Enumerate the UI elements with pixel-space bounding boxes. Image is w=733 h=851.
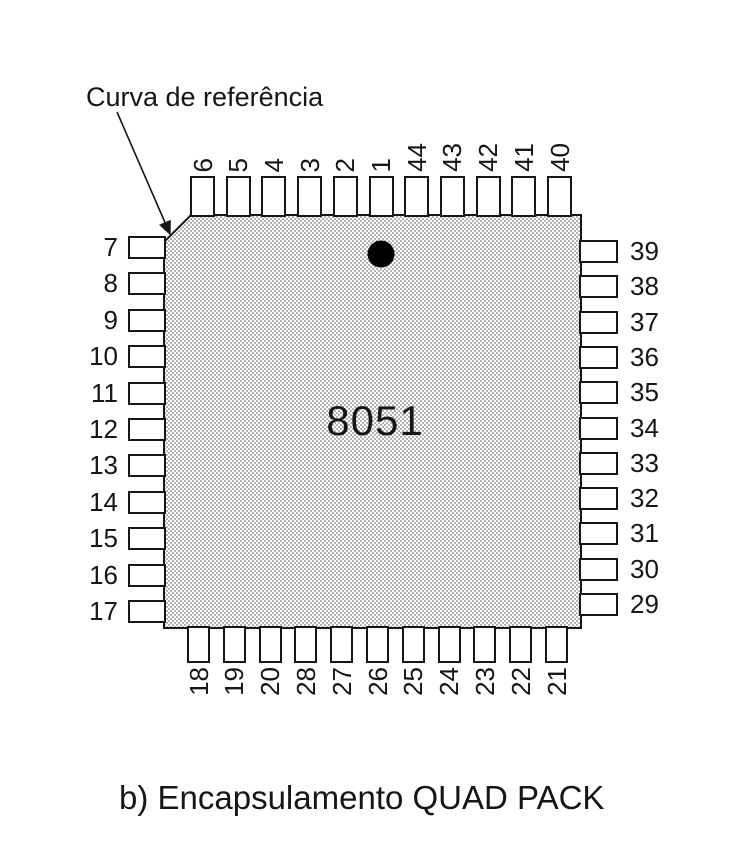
pin-label-right-37: 37	[630, 306, 659, 337]
pin1-indicator-dot	[368, 241, 395, 268]
pin-top-4	[261, 176, 286, 217]
pin-left-9	[128, 309, 166, 332]
pin-label-right-34: 34	[630, 412, 659, 443]
pin-top-44	[404, 176, 429, 217]
figure-caption: b) Encapsulamento QUAD PACK	[119, 779, 605, 816]
pin-left-10	[128, 345, 166, 368]
pin-left-13	[128, 454, 166, 477]
pin-label-right-38: 38	[630, 271, 659, 302]
pin-right-39	[579, 240, 618, 263]
pin-bottom-23	[473, 626, 496, 663]
pin-label-right-36: 36	[630, 341, 659, 372]
pin-label-left-17: 17	[89, 596, 118, 626]
pin-label-right-29: 29	[630, 589, 659, 619]
pin-label-right-39: 39	[630, 236, 659, 266]
pin-label-bottom-21: 21	[541, 667, 572, 696]
pin-bottom-27	[330, 626, 353, 663]
pin-label-left-12: 12	[89, 414, 118, 444]
pin-label-bottom-18: 18	[183, 667, 214, 696]
pin-label-right-33: 33	[630, 447, 659, 478]
pin-bottom-20	[259, 626, 282, 663]
pin-label-right-31: 31	[630, 518, 659, 549]
pin-label-bottom-24: 24	[434, 667, 465, 696]
pin-label-left-8: 8	[103, 268, 118, 299]
pin-label-bottom-22: 22	[505, 667, 536, 696]
pin-top-3	[297, 176, 322, 217]
pin-label-left-9: 9	[103, 304, 118, 335]
pin-bottom-21	[545, 626, 568, 663]
pin-left-7	[128, 236, 166, 259]
pin-label-top-40: 40	[544, 143, 575, 172]
pin-label-top-3: 3	[294, 157, 325, 172]
pin-label-right-30: 30	[630, 553, 659, 584]
pin-label-right-35: 35	[630, 377, 659, 408]
pin-label-bottom-23: 23	[469, 667, 500, 696]
reference-arrow	[117, 112, 170, 234]
pin-right-30	[579, 558, 618, 581]
pin-top-2	[333, 176, 358, 217]
pin-bottom-28	[294, 626, 317, 663]
pin-label-bottom-25: 25	[398, 667, 429, 696]
pin-label-left-10: 10	[89, 341, 118, 372]
pin-right-36	[579, 346, 618, 369]
pin-left-17	[128, 600, 166, 623]
pin-label-top-2: 2	[330, 157, 361, 172]
pin-right-33	[579, 452, 618, 475]
pin-label-top-4: 4	[258, 157, 289, 172]
pin-top-6	[190, 176, 215, 217]
pin-label-bottom-19: 19	[219, 667, 250, 696]
pin-right-35	[579, 381, 618, 404]
pin-top-1	[369, 176, 394, 217]
pin-bottom-19	[223, 626, 246, 663]
pin-bottom-22	[509, 626, 532, 663]
pin-bottom-26	[366, 626, 389, 663]
pin-right-32	[579, 487, 618, 510]
pin-left-11	[128, 382, 166, 405]
pin-label-top-6: 6	[187, 157, 218, 172]
pin-right-37	[579, 311, 618, 334]
pin-label-bottom-28: 28	[290, 667, 321, 696]
pin-right-34	[579, 417, 618, 440]
pin-label-top-1: 1	[366, 157, 396, 172]
reference-curve-label: Curva de referência	[86, 82, 324, 112]
pin-top-42	[476, 176, 501, 217]
pin-label-right-32: 32	[630, 483, 659, 514]
pin-label-top-41: 41	[508, 143, 539, 172]
pin-left-16	[128, 564, 166, 587]
pin-left-12	[128, 418, 166, 441]
pin-label-top-5: 5	[223, 157, 254, 172]
pin-bottom-18	[187, 626, 210, 663]
pin-top-40	[547, 176, 572, 217]
pin-label-top-44: 44	[401, 143, 432, 172]
pin-right-38	[579, 275, 618, 298]
pin-label-top-43: 43	[437, 143, 468, 172]
pin-left-14	[128, 491, 166, 514]
chip-part-number: 8051	[326, 397, 424, 444]
pin-bottom-24	[438, 626, 461, 663]
pin-left-8	[128, 272, 166, 295]
pin-label-left-16: 16	[89, 559, 118, 590]
pin-label-left-13: 13	[89, 450, 118, 481]
pin-label-bottom-20: 20	[255, 667, 286, 696]
pin-label-left-7: 7	[103, 232, 118, 262]
pin-label-left-15: 15	[89, 523, 118, 554]
pin-label-bottom-26: 26	[362, 667, 393, 696]
pin-label-left-14: 14	[89, 486, 118, 517]
pin-top-43	[440, 176, 465, 217]
pin-label-top-42: 42	[473, 143, 504, 172]
pin-top-5	[226, 176, 251, 217]
pin-top-41	[511, 176, 536, 217]
pin-right-29	[579, 593, 618, 616]
pin-right-31	[579, 522, 618, 545]
pin-label-left-11: 11	[91, 377, 118, 408]
pin-bottom-25	[402, 626, 425, 663]
pin-left-15	[128, 527, 166, 550]
pin-label-bottom-27: 27	[326, 667, 357, 696]
